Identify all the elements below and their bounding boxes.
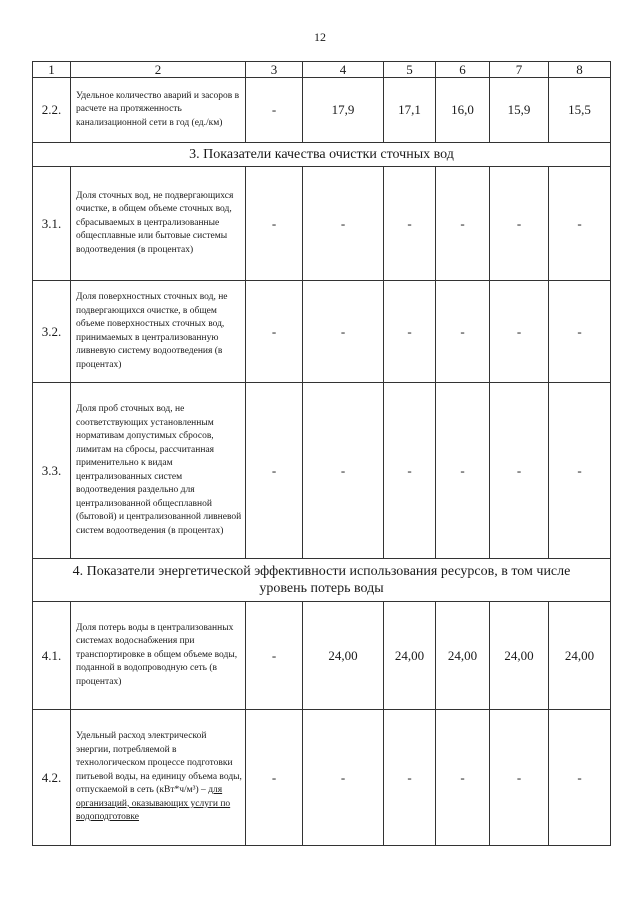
- row-description: Доля поверхностных сточных вод, не подвергающихся очистке, в общем объеме поверхностных сточных вод, принимаемых в централизованную ливневую систему водоотведения (в процентах): [71, 281, 246, 383]
- row-value: -: [384, 281, 436, 383]
- table-header-row: [33, 62, 611, 78]
- row-value: -: [549, 710, 611, 846]
- row-value: -: [436, 383, 490, 559]
- row-value: -: [490, 167, 549, 281]
- row-value: 15,5: [549, 78, 611, 143]
- table-row: [33, 167, 611, 281]
- section-row: [33, 559, 611, 602]
- page-number: 12: [314, 30, 326, 44]
- row-value: -: [490, 281, 549, 383]
- row-value: -: [490, 710, 549, 846]
- row-value: -: [246, 167, 303, 281]
- row-value: -: [303, 281, 384, 383]
- row-value: -: [303, 710, 384, 846]
- table-row: [33, 78, 611, 143]
- row-description-underlined: для организаций, оказывающих услуги по водоподготовке: [76, 785, 231, 823]
- header-cell: 1: [33, 62, 71, 78]
- table-row: [33, 602, 611, 710]
- row-value: -: [303, 383, 384, 559]
- row-value: -: [549, 167, 611, 281]
- row-number: 3.3.: [33, 383, 71, 559]
- row-value: 24,00: [384, 602, 436, 710]
- row-number: 4.2.: [33, 710, 71, 846]
- row-value: -: [549, 383, 611, 559]
- row-number: 2.2.: [33, 78, 71, 143]
- section-title: 3. Показатели качества очистки сточных вод: [33, 143, 611, 167]
- header-cell: 5: [384, 62, 436, 78]
- row-value: -: [436, 281, 490, 383]
- indicators-table: [32, 61, 611, 846]
- table-row: [33, 710, 611, 846]
- row-value: -: [384, 710, 436, 846]
- row-value: -: [436, 710, 490, 846]
- row-value: -: [246, 602, 303, 710]
- row-value: -: [246, 383, 303, 559]
- row-value: 16,0: [436, 78, 490, 143]
- row-number: 3.2.: [33, 281, 71, 383]
- section-row: [33, 143, 611, 167]
- header-cell: 6: [436, 62, 490, 78]
- row-value: 24,00: [436, 602, 490, 710]
- header-cell: 7: [490, 62, 549, 78]
- row-value: -: [436, 167, 490, 281]
- row-value: -: [384, 383, 436, 559]
- header-cell: 4: [303, 62, 384, 78]
- header-cell: 8: [549, 62, 611, 78]
- row-value: 15,9: [490, 78, 549, 143]
- row-value: -: [384, 167, 436, 281]
- row-value: 24,00: [490, 602, 549, 710]
- row-value: 24,00: [549, 602, 611, 710]
- row-value: -: [549, 281, 611, 383]
- row-value: 17,9: [303, 78, 384, 143]
- header-cell: 3: [246, 62, 303, 78]
- row-value: -: [303, 167, 384, 281]
- row-description: Удельное количество аварий и засоров в расчете на протяженность канализационной сети в год (ед./км): [71, 78, 246, 143]
- row-description: Доля потерь воды в централизованных системах водоснабжения при транспортировке в общем объеме воды, поданной в водопроводную сеть (в процентах): [71, 602, 246, 710]
- row-value: -: [246, 710, 303, 846]
- row-description: Доля сточных вод, не подвергающихся очистке, в общем объеме сточных вод, сбрасываемых в централизованные общесплавные или бытовые системы водоотведения (в процентах): [71, 167, 246, 281]
- row-description: Доля проб сточных вод, не соответствующих установленным нормативам допустимых сбросов, лимитам на сбросы, рассчитанная применительно к видам централизованных систем водоотведения раздельно для централизованной общесплавной (бытовой) и централизованной ливневой систем водоотведения (в процентах): [71, 383, 246, 559]
- header-cell: 2: [71, 62, 246, 78]
- row-value: 24,00: [303, 602, 384, 710]
- row-description-main: Удельный расход электрической энергии, потребляемой в технологическом процессе подготовки питьевой воды, на единицу объема воды, отпускаемой в сеть (кВт*ч/м³) –: [76, 731, 242, 796]
- row-number: 4.1.: [33, 602, 71, 710]
- row-value: 17,1: [384, 78, 436, 143]
- table-row: [33, 281, 611, 383]
- row-value: -: [246, 281, 303, 383]
- row-value: -: [246, 78, 303, 143]
- row-description: [71, 710, 246, 846]
- table-row: [33, 383, 611, 559]
- row-number: 3.1.: [33, 167, 71, 281]
- row-value: -: [490, 383, 549, 559]
- section-title: 4. Показатели энергетической эффективности использования ресурсов, в том числе уровень потерь воды: [33, 559, 611, 602]
